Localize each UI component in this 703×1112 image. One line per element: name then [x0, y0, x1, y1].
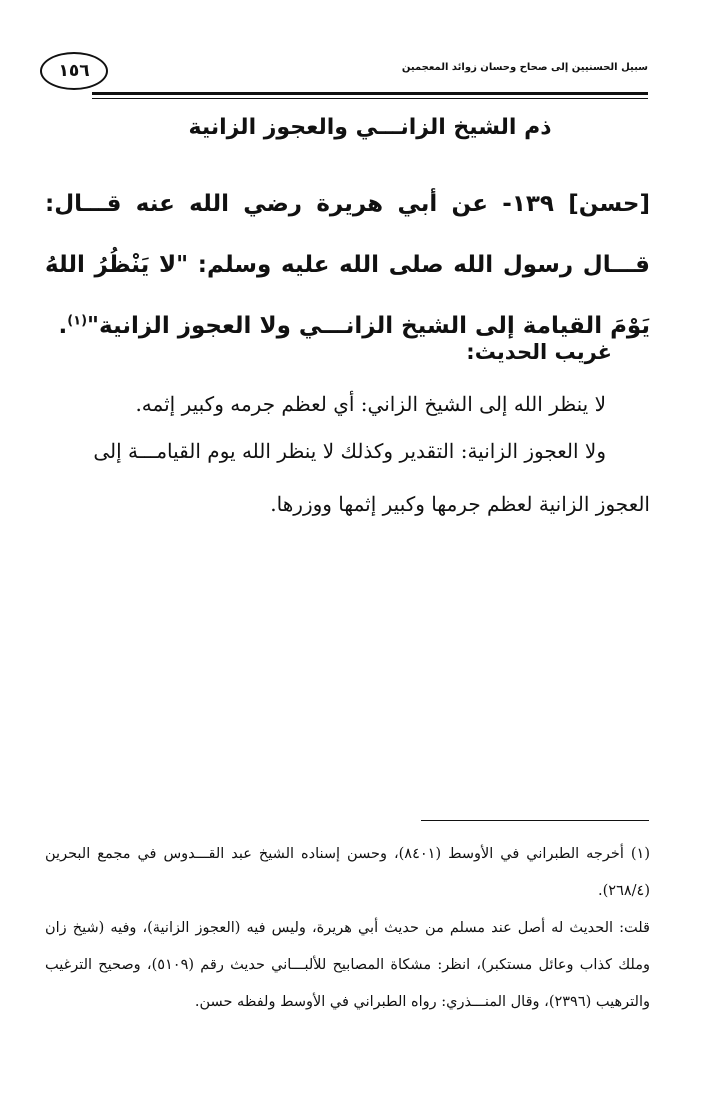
- gloss-line-2: ولا العجوز الزانية: التقدير وكذلك لا ينظر الله يوم القيامـــة إلى: [93, 439, 606, 463]
- footnote-marker: (١): [67, 313, 88, 329]
- footnote-1: (١) أخرجه الطبراني في الأوسط (٨٤٠١)، وحسن إسناده الشيخ عبد القـــدوس في مجمع البحرين (٢٦٨/٤).: [45, 846, 650, 899]
- header-rule: [92, 92, 648, 95]
- page-number: [40, 52, 108, 90]
- gloss-line-1: لا ينظر الله إلى الشيخ الزاني: أي لعظم جرمه وكبير إثمه.: [135, 392, 606, 416]
- gloss-line-3: العجوز الزانية لعظم جرمها وكبير إثمها ووزرها.: [270, 492, 650, 516]
- hadith-body: - عن أبي هريرة رضي الله عنه قـــال: قـــال رسول الله صلى الله عليه وسلم: "لا يَنْظُرُ اللهُ يَوْمَ القيامة إلى الشيخ الزانـــي ولا العجوز الزانية": [45, 191, 650, 339]
- footnote-separator: [421, 820, 649, 821]
- hadith-grade: [حسن]: [568, 191, 650, 217]
- running-header-title: سبيل الحسنيين إلى صحاح وحسان زوائد المعجمين: [401, 62, 648, 73]
- footnote-note: قلت: الحديث له أصل عند مسلم من حديث أبي هريرة، وليس فيه (العجوز الزانية)، وفيه (شيخ زان وملك كذاب وعائل مستكبر)، انظر: مشكاة المصابيح للألبـــاني حديث رقم (٥١٠٩)، وصحيح الترغيب والترهيب (٢٣٩٦)، وقال المنـــذري: رواه الطبراني في الأوسط ولفظه حسن.: [45, 920, 650, 1010]
- section-heading: ذم الشيخ الزانـــي والعجوز الزانية: [188, 115, 552, 140]
- footnotes: [45, 836, 650, 1021]
- page-number-text: ١٥٦: [58, 61, 90, 81]
- header-rule-thin: [92, 98, 648, 99]
- hadith-number: ١٣٩: [511, 191, 554, 217]
- gharib-heading: غريب الحديث:: [466, 340, 612, 364]
- hadith-text: [45, 174, 650, 357]
- hadith-end: .: [58, 313, 68, 339]
